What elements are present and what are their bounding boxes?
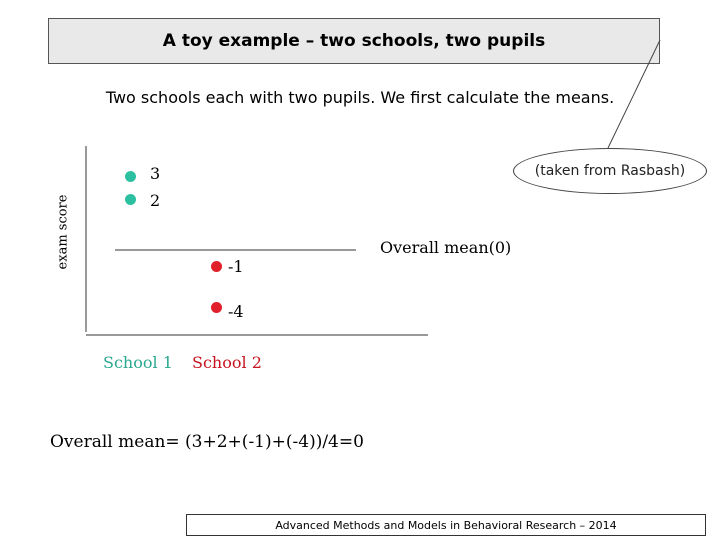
point-label-minus4: -4 bbox=[228, 302, 244, 321]
point-school2-minus1 bbox=[211, 261, 222, 272]
point-school1-3 bbox=[125, 171, 136, 182]
school-1-label: School 1 bbox=[103, 353, 173, 372]
school-2-label: School 2 bbox=[192, 353, 262, 372]
overall-mean-formula: Overall mean= (3+2+(-1)+(-4))/4=0 bbox=[50, 432, 364, 452]
source-callout: (taken from Rasbash) bbox=[513, 148, 707, 194]
point-label-2: 2 bbox=[150, 191, 161, 210]
point-school2-minus4 bbox=[211, 302, 222, 313]
overall-mean-label: Overall mean(0) bbox=[380, 238, 512, 257]
slide-subtitle: Two schools each with two pupils. We first calculate the means. bbox=[105, 88, 615, 107]
y-axis-label: exam score bbox=[55, 194, 71, 270]
slide-title: A toy example – two schools, two pupils bbox=[48, 18, 660, 64]
point-label-minus1: -1 bbox=[228, 257, 244, 276]
callout-pointer bbox=[608, 40, 660, 148]
footer: Advanced Methods and Models in Behavioral Research – 2014 bbox=[186, 514, 706, 536]
point-school1-2 bbox=[125, 194, 136, 205]
point-label-3: 3 bbox=[150, 164, 161, 183]
